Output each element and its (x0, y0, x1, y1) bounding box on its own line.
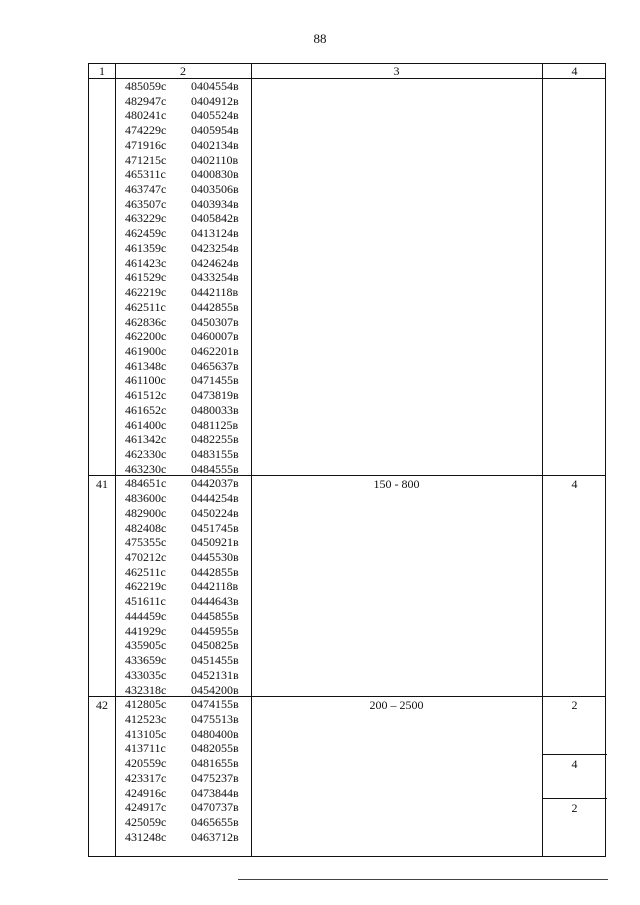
coordinate-row (89, 800, 605, 815)
longitude: 0475237в (191, 770, 239, 785)
longitude: 0442855в (191, 564, 239, 579)
latitude: 420559с (125, 756, 167, 771)
latitude: 485059с (125, 79, 167, 93)
longitude: 0473844в (191, 785, 239, 800)
coordinates-table (88, 63, 606, 857)
longitude: 0483155в (191, 447, 239, 461)
bottom-rule (238, 879, 608, 880)
longitude: 0442118в (191, 285, 239, 300)
coordinate-row (89, 609, 605, 624)
count-value: 2 (571, 698, 578, 713)
coordinate-row (89, 815, 605, 830)
longitude: 0450921в (191, 535, 239, 550)
longitude: 0463712в (191, 829, 239, 844)
page-number: 88 (313, 31, 327, 46)
latitude: 432318с (125, 682, 167, 697)
coordinate-row (89, 579, 605, 594)
latitude: 482408с (125, 520, 167, 535)
latitude: 462511с (125, 299, 166, 314)
longitude: 0442037в (191, 476, 239, 491)
longitude: 0450307в (191, 314, 239, 329)
coordinate-row (89, 462, 605, 477)
coordinate-row (89, 182, 605, 197)
coordinate-row (89, 153, 605, 168)
coordinate-row (89, 638, 605, 653)
latitude: 482947с (125, 93, 167, 108)
coordinate-row (89, 476, 605, 491)
latitude: 462219с (125, 579, 167, 594)
longitude: 0465637в (191, 358, 239, 373)
count-value: 4 (571, 477, 578, 492)
coordinate-row (89, 683, 605, 698)
latitude: 463507с (125, 196, 167, 211)
coordinate-row (89, 344, 605, 359)
latitude: 424917с (125, 800, 167, 815)
latitude: 433659с (125, 653, 167, 668)
coordinate-row (89, 727, 605, 742)
longitude: 0480400в (191, 726, 239, 741)
coordinate-row (89, 197, 605, 212)
coordinate-row (89, 712, 605, 727)
latitude: 470212с (125, 550, 167, 565)
longitude: 0445855в (191, 608, 239, 623)
coordinate-row (89, 256, 605, 271)
coordinate-row (89, 535, 605, 550)
latitude: 412805с (125, 697, 167, 712)
longitude: 0470737в (191, 800, 239, 815)
coordinate-row (89, 226, 605, 241)
altitude-range: 150 - 800 (373, 477, 420, 492)
longitude: 0400830в (191, 167, 239, 182)
latitude: 462459с (125, 226, 167, 241)
longitude: 0405524в (191, 108, 239, 123)
latitude: 480241с (125, 108, 167, 123)
longitude: 0480033в (191, 402, 239, 417)
count-value: 2 (571, 801, 578, 816)
count-divider (542, 754, 607, 755)
longitude: 0471455в (191, 373, 239, 388)
latitude: 461529с (125, 270, 167, 285)
latitude: 484651с (125, 476, 167, 491)
header-col-3: 3 (393, 64, 400, 78)
longitude: 0404912в (191, 93, 239, 108)
coordinate-row (89, 373, 605, 388)
latitude: 471916с (125, 137, 167, 152)
longitude: 0462201в (191, 343, 239, 358)
longitude: 0474155в (191, 697, 239, 712)
latitude: 423317с (125, 770, 167, 785)
longitude: 0452131в (191, 667, 239, 682)
count-value: 4 (571, 757, 578, 772)
longitude: 0450825в (191, 638, 239, 653)
coordinate-row (89, 79, 605, 94)
coordinate-row (89, 668, 605, 683)
coordinate-row (89, 241, 605, 256)
latitude: 461342с (125, 432, 167, 447)
latitude: 462330с (125, 447, 167, 461)
longitude: 0465655в (191, 815, 239, 829)
coordinate-row (89, 167, 605, 182)
coordinate-row (89, 771, 605, 786)
coordinate-row (89, 506, 605, 521)
header-col-4: 4 (571, 64, 578, 78)
coordinate-row (89, 697, 605, 712)
latitude: 465311с (125, 167, 166, 182)
coordinate-row (89, 491, 605, 506)
coordinate-row (89, 403, 605, 418)
longitude: 0424624в (191, 255, 239, 270)
latitude: 461652с (125, 402, 167, 417)
longitude: 0402110в (191, 152, 239, 167)
latitude: 462219с (125, 285, 167, 300)
latitude: 462836с (125, 314, 167, 329)
longitude: 0442855в (191, 299, 239, 314)
count-divider (542, 798, 607, 799)
latitude: 412523с (125, 711, 167, 726)
altitude-range: 200 – 2500 (369, 698, 424, 713)
longitude: 0482255в (191, 432, 239, 447)
latitude: 461423с (125, 255, 167, 270)
longitude: 0454200в (191, 682, 239, 697)
coordinate-row (89, 315, 605, 330)
coordinate-row (89, 653, 605, 668)
longitude: 0484555в (191, 461, 239, 476)
latitude: 483600с (125, 491, 167, 506)
longitude: 0444643в (191, 594, 239, 609)
coordinate-row (89, 211, 605, 226)
longitude: 0403934в (191, 196, 239, 211)
latitude: 474229с (125, 123, 167, 138)
latitude: 461512с (125, 388, 167, 403)
group-number: 41 (96, 477, 108, 492)
longitude: 0445955в (191, 623, 239, 638)
latitude: 441929с (125, 623, 167, 638)
coordinate-row (89, 285, 605, 300)
coordinate-row (89, 594, 605, 609)
longitude: 0451745в (191, 520, 239, 535)
longitude: 0451455в (191, 653, 239, 668)
latitude: 451611с (125, 594, 166, 609)
latitude: 475355с (125, 535, 167, 550)
longitude: 0403506в (191, 182, 239, 197)
coordinate-row (89, 830, 605, 845)
latitude: 461400с (125, 417, 167, 432)
coordinate-row (89, 786, 605, 801)
coordinate-row (89, 624, 605, 639)
coordinate-row (89, 521, 605, 536)
latitude: 435905с (125, 638, 167, 653)
longitude: 0405954в (191, 123, 239, 138)
header-col-1: 1 (99, 64, 105, 78)
latitude: 461100с (125, 373, 166, 388)
latitude: 444459с (125, 608, 167, 623)
longitude: 0460007в (191, 329, 239, 344)
coordinate-row (89, 94, 605, 109)
latitude: 425059с (125, 815, 167, 829)
longitude: 0450224в (191, 505, 239, 520)
coordinate-row (89, 123, 605, 138)
latitude: 482900с (125, 505, 167, 520)
latitude: 433035с (125, 667, 167, 682)
longitude: 0433254в (191, 270, 239, 285)
longitude: 0482055в (191, 741, 239, 756)
longitude: 0481655в (191, 756, 239, 771)
coordinate-row (89, 432, 605, 447)
longitude: 0423254в (191, 240, 239, 255)
latitude: 463230с (125, 461, 167, 476)
longitude: 0445530в (191, 550, 239, 565)
longitude: 0404554в (191, 79, 239, 93)
longitude: 0442118в (191, 579, 239, 594)
latitude: 463747с (125, 182, 167, 197)
coordinate-row (89, 138, 605, 153)
coordinate-row (89, 418, 605, 433)
header-col-2: 2 (180, 64, 186, 78)
longitude: 0444254в (191, 491, 239, 506)
coordinate-row (89, 741, 605, 756)
longitude: 0402134в (191, 137, 239, 152)
coordinate-row (89, 300, 605, 315)
latitude: 461900с (125, 343, 167, 358)
latitude: 431248с (125, 829, 167, 844)
latitude: 413105с (125, 726, 167, 741)
coordinate-row (89, 108, 605, 123)
longitude: 0475513в (191, 711, 239, 726)
longitude: 0405842в (191, 211, 239, 226)
latitude: 424916с (125, 785, 167, 800)
longitude: 0413124в (191, 226, 239, 241)
coordinate-row (89, 447, 605, 462)
longitude: 0481125в (191, 417, 239, 432)
coordinate-row (89, 270, 605, 285)
latitude: 413711с (125, 741, 166, 756)
latitude: 463229с (125, 211, 167, 226)
group-number: 42 (96, 698, 108, 713)
latitude: 461359с (125, 240, 167, 255)
coordinate-row (89, 359, 605, 374)
coordinate-row (89, 756, 605, 771)
coordinate-row (89, 550, 605, 565)
latitude: 471215с (125, 152, 167, 167)
coordinate-row (89, 388, 605, 403)
latitude: 462200с (125, 329, 167, 344)
latitude: 462511с (125, 564, 166, 579)
coordinate-row (89, 329, 605, 344)
longitude: 0473819в (191, 388, 239, 403)
latitude: 461348с (125, 358, 167, 373)
coordinate-row (89, 565, 605, 580)
